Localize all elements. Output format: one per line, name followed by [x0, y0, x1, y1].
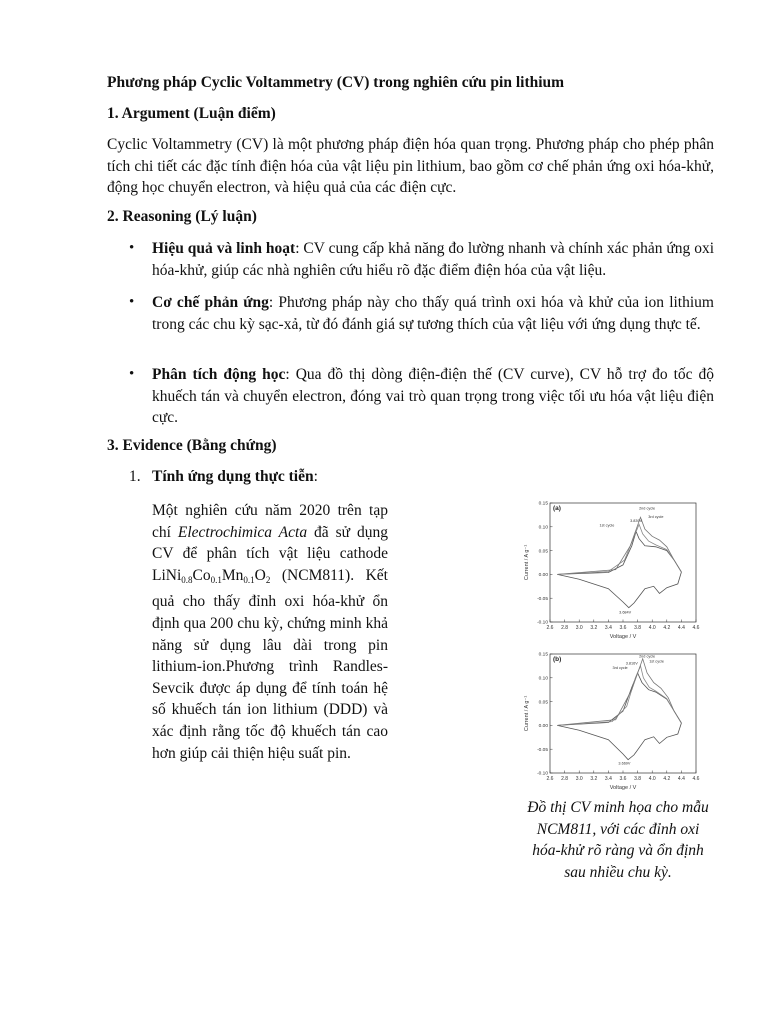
x-tick-label: 3.0	[575, 625, 583, 631]
evidence-item-title	[152, 468, 318, 486]
x-tick-label: 4.0	[648, 776, 656, 782]
evidence-text-2: đã sử dụng CV để phân tích vật liệu cathode	[152, 523, 388, 563]
plot-frame	[550, 503, 696, 622]
x-tick-label: 2.6	[546, 625, 554, 631]
x-tick-label: 4.6	[692, 625, 700, 631]
peak-annotation: 3.684V	[619, 610, 632, 615]
cv-plot-a	[522, 497, 702, 641]
bullet-term: Hiệu quả và linh hoạt	[152, 240, 296, 257]
x-tick-label: 2.6	[546, 776, 554, 782]
bullet-text: : CV cung cấp khả năng đo lường nhanh và chính xác phản ứng oxi hóa-khử, giúp các nhà nghiên cứu hiểu rõ đặc điểm điện hóa của vật liệu.	[152, 240, 714, 279]
x-tick-label: 4.2	[663, 625, 671, 631]
bullet-marker: •	[129, 366, 135, 382]
peak-annotation: 2nd cycle	[639, 506, 656, 511]
x-tick-label: 3.0	[575, 776, 583, 782]
x-tick-label: 2.8	[561, 625, 569, 631]
bullet-marker: •	[129, 294, 135, 310]
formula-part: LiNi	[152, 566, 182, 584]
x-tick-label: 4.6	[692, 776, 700, 782]
argument-heading: 1. Argument (Luận điểm)	[107, 105, 276, 122]
y-tick-label: 0.15	[538, 652, 548, 658]
y-tick-label: -0.10	[537, 771, 548, 777]
bullet-marker: •	[129, 240, 135, 256]
peak-annotation: 1st cycle	[649, 659, 664, 664]
formula-part: Mn	[221, 566, 244, 584]
formula-subscript: 0.8	[181, 574, 193, 585]
formula-part: O	[254, 566, 266, 584]
journal-name: Electrochimica Acta	[177, 523, 308, 541]
y-tick-label: 0.05	[538, 700, 548, 706]
x-tick-label: 3.2	[590, 625, 598, 631]
evidence-heading: 3. Evidence (Bằng chứng)	[107, 437, 277, 454]
evidence-text-1: Một nghiên cứu năm 2020 trên tạp chí	[152, 502, 388, 541]
peak-annotation: 3.669V	[618, 761, 631, 766]
y-tick-label: 0.10	[538, 525, 548, 531]
x-tick-label: 4.2	[663, 776, 671, 782]
y-tick-label: 0.05	[538, 549, 548, 555]
formula-part: Co	[192, 566, 211, 584]
figure-caption: Đồ thị CV minh họa cho mẫu NCM811, với các đỉnh oxi hóa-khử rõ ràng và ổn định sau nhiều chu kỳ.	[527, 799, 709, 881]
peak-annotation: 3.816V	[625, 661, 638, 666]
bullet-text: : Qua đồ thị dòng điện-điện thế (CV curve), CV hỗ trợ đo tốc độ khuếch tán và chuyển electron, đóng vai trò quan trọng trong việc tối ưu hóa vật liệu điện cực.	[152, 366, 715, 426]
cv-plot-b	[522, 648, 702, 792]
evidence-text-3: (NCM811). Kết quả cho thấy đỉnh oxi hóa-khử ổn định qua 200 chu kỳ, chứng minh khả năng sử dụng lâu dài trong pin lithium-ion.Phương trình Randles-Sevcik được áp dụng để tính toán hệ số khuếch tán ion lithium (DDD) và xác định rằng tốc độ khuếch tán cao hơn giúp cải thiện hiệu suất pin.	[152, 566, 388, 762]
panel-label: (b)	[553, 656, 562, 663]
x-tick-label: 4.4	[677, 625, 685, 631]
y-tick-label: -0.05	[537, 596, 548, 602]
formula-subscript: 2	[265, 574, 271, 585]
y-axis-label: Current / A g⁻¹	[524, 544, 530, 581]
reasoning-heading: 2. Reasoning (Lý luận)	[107, 208, 257, 225]
y-tick-label: 0.15	[538, 501, 548, 507]
panel-label: (a)	[553, 505, 561, 512]
x-tick-label: 3.6	[619, 776, 627, 782]
peak-annotation: 1st cycle	[599, 523, 615, 528]
x-tick-label: 4.4	[677, 776, 685, 782]
formula-subscript: 0.1	[243, 574, 255, 585]
bullet-term: Phân tích động học	[152, 366, 286, 383]
x-tick-label: 3.4	[604, 625, 612, 631]
x-tick-label: 3.8	[634, 625, 642, 631]
evidence-item-title-text: Tính ứng dụng thực tiễn	[152, 468, 314, 485]
x-tick-label: 3.2	[590, 776, 598, 782]
x-tick-label: 2.8	[561, 776, 569, 782]
y-tick-label: 0.10	[538, 676, 548, 682]
y-tick-label: 0.00	[538, 724, 548, 730]
x-axis-label: Voltage / V	[609, 634, 637, 640]
chemical-formula	[152, 567, 270, 584]
peak-annotation: 3.839V	[630, 519, 643, 524]
reasoning-bullet-3	[152, 364, 714, 429]
argument-paragraph: Cyclic Voltammetry (CV) là một phương pháp điện hóa quan trọng. Phương pháp cho phép phân tích chi tiết các đặc tính điện hóa của vật liệu pin lithium, bao gồm cơ chế phản ứng oxi hóa-khử, động học chuyển electron, và hiệu quả của các điện cực.	[107, 136, 714, 196]
y-tick-label: -0.10	[537, 620, 548, 626]
bullet-term: Cơ chế phản ứng	[152, 294, 269, 311]
y-tick-label: 0.00	[538, 573, 548, 579]
bullet-text: : Phương pháp này cho thấy quá trình oxi hóa và khử của ion lithium trong các chu kỳ sạc-xả, từ đó đánh giá sự tương thích của vật liệu với ứng dụng thực tế.	[152, 294, 714, 333]
evidence-item-title-suffix: :	[313, 468, 318, 485]
evidence-paragraph	[152, 500, 388, 764]
plot-frame	[550, 654, 696, 773]
peak-annotation: 3rd cycle	[612, 666, 628, 671]
peak-annotation: 2nd cycle	[639, 654, 656, 659]
y-axis-label: Current / A g⁻¹	[524, 695, 530, 732]
x-tick-label: 4.0	[648, 625, 656, 631]
x-axis-label: Voltage / V	[609, 785, 637, 791]
list-number: 1.	[129, 468, 141, 485]
x-tick-label: 3.4	[604, 776, 612, 782]
x-tick-label: 3.8	[634, 776, 642, 782]
peak-annotation: 3rd cycle	[648, 515, 664, 520]
x-tick-label: 3.6	[619, 625, 627, 631]
document-title: Phương pháp Cyclic Voltammetry (CV) trong nghiên cứu pin lithium	[107, 74, 565, 91]
formula-subscript: 0.1	[210, 574, 222, 585]
y-tick-label: -0.05	[537, 747, 548, 753]
reasoning-bullet-2	[152, 292, 714, 335]
reasoning-bullet-1	[152, 238, 714, 281]
